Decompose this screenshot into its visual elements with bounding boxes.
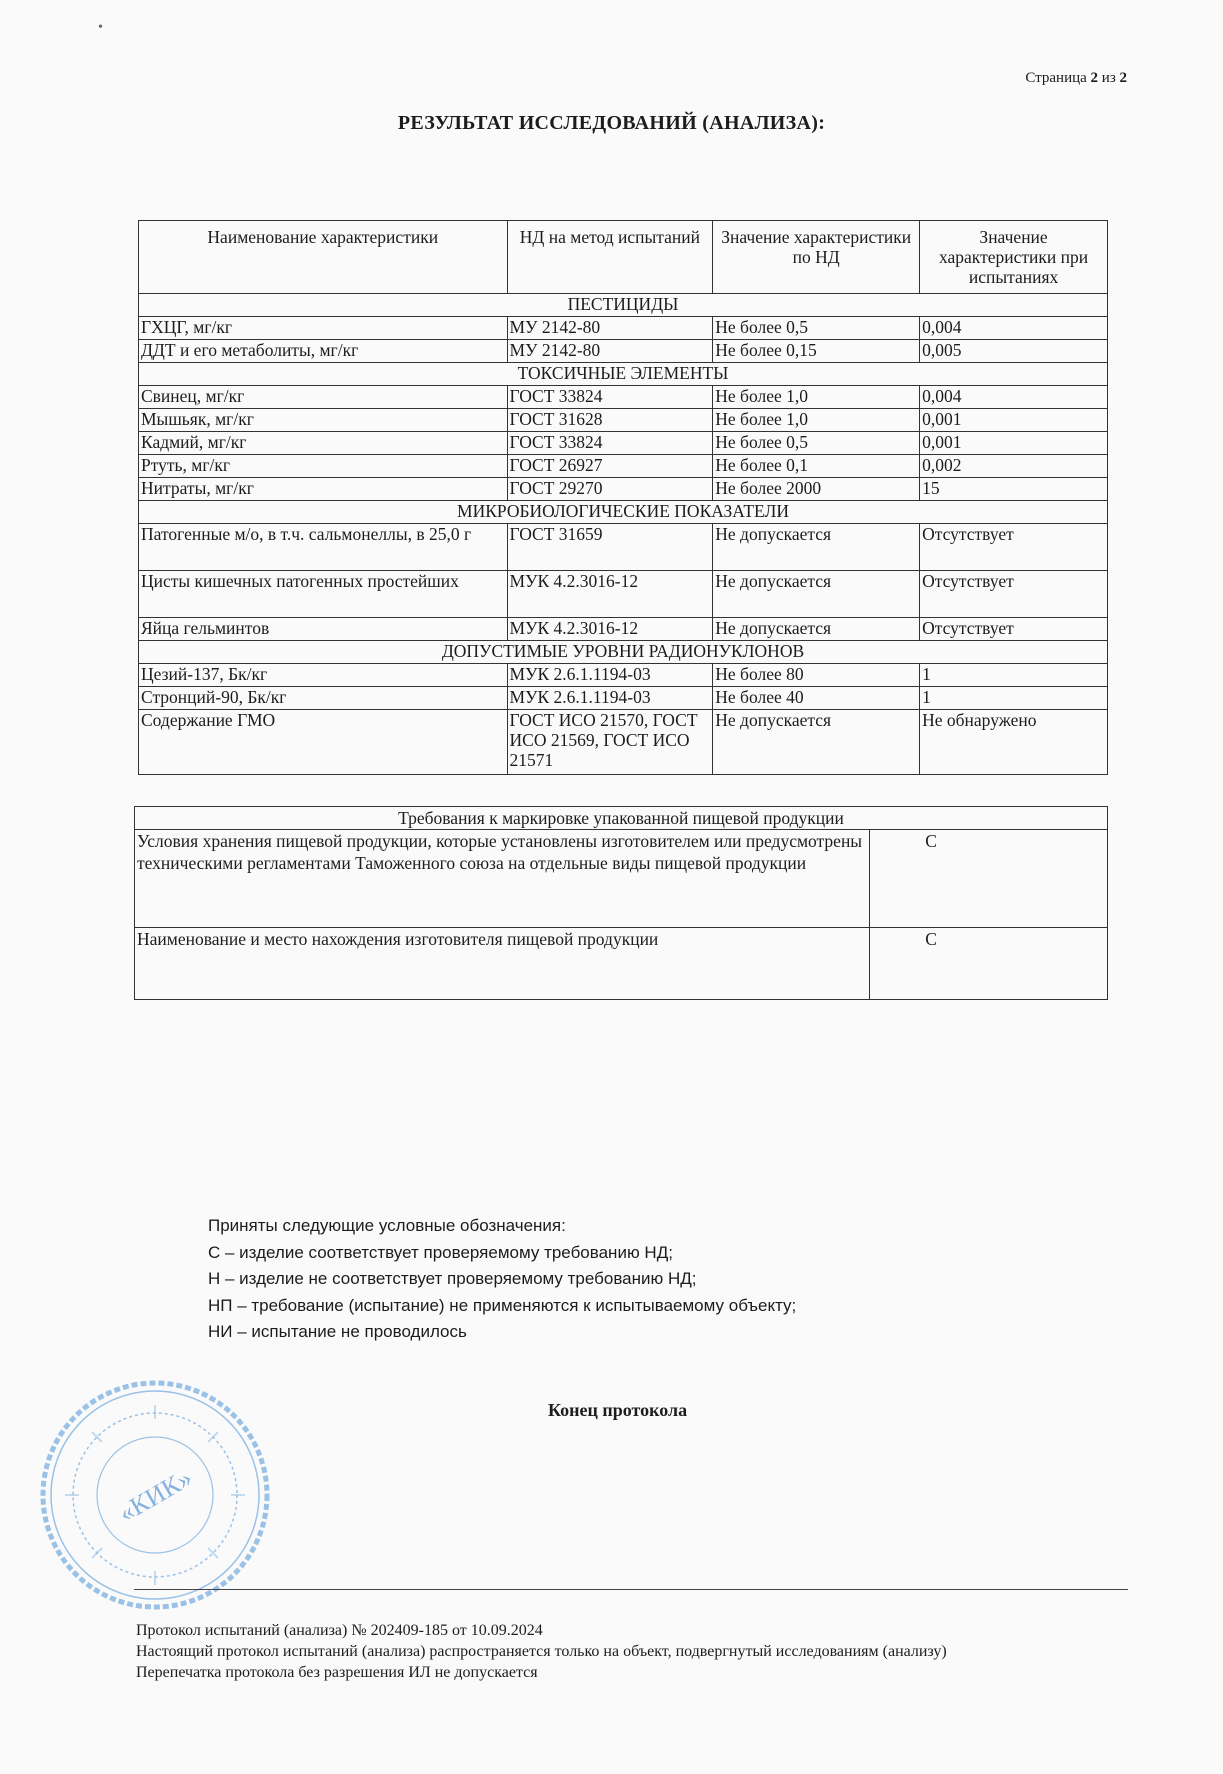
table-row: Патогенные м/о, в т.ч. сальмонеллы, в 25,0 г ГОСТ 31659 Не допускается Отсутствует [139,524,1108,571]
legend-item: С – изделие соответствует проверяемому требованию НД; [208,1242,673,1262]
footer [136,1620,947,1683]
section-microbiology: МИКРОБИОЛОГИЧЕСКИЕ ПОКАЗАТЕЛИ [139,501,1108,524]
column-header-test-value: Значение характеристики при испытаниях [920,221,1108,294]
section-marking: Требования к маркировке упакованной пищевой продукции [135,807,1108,830]
footer-scope-note: Настоящий протокол испытаний (анализа) распространяется только на объект, подвергнутый исследованиям (анализу) [136,1643,947,1660]
table-row: Яйца гельминтов МУК 4.2.3016-12 Не допускается Отсутствует [139,618,1108,641]
legend-item: НП – требование (испытание) не применяются к испытываемому объекту; [208,1295,797,1315]
table-row: Ртуть, мг/кг ГОСТ 26927 Не более 0,1 0,002 [139,455,1108,478]
page-number: Страница 2 из 2 [1025,70,1127,86]
table-row: Цисты кишечных патогенных простейших МУК 4.2.3016-12 Не допускается Отсутствует [139,571,1108,618]
table-header-row [139,221,1108,294]
column-header-characteristic: Наименование характеристики [139,221,508,294]
legend [208,1213,796,1346]
table-row: Мышьяк, мг/кг ГОСТ 31628 Не более 1,0 0,001 [139,409,1108,432]
section-radionuclides: ДОПУСТИМЫЕ УРОВНИ РАДИОНУКЛОНОВ [139,641,1108,664]
end-of-protocol: Конец протокола [548,1400,688,1420]
section-pesticides: ПЕСТИЦИДЫ [139,294,1108,317]
table-row: Цезий-137, Бк/кг МУК 2.6.1.1194-03 Не более 80 1 [139,664,1108,687]
round-stamp [38,1378,272,1612]
section-toxic-elements: ТОКСИЧНЫЕ ЭЛЕМЕНТЫ [139,363,1108,386]
legend-title: Приняты следующие условные обозначения: [208,1216,566,1235]
marking-requirements-table [134,806,1108,1000]
stamp-text: «КИК» [113,1463,197,1528]
table-row: Свинец, мг/кг ГОСТ 33824 Не более 1,0 0,004 [139,386,1108,409]
table-row: Содержание ГМО ГОСТ ИСО 21570, ГОСТ ИСО 21569, ГОСТ ИСО 21571 Не допускается Не обнаружено [139,710,1108,775]
table-row: Наименование и место нахождения изготовителя пищевой продукции С [135,928,1108,1000]
table-row: ГХЦГ, мг/кг МУ 2142-80 Не более 0,5 0,004 [139,317,1108,340]
table-row: Стронций-90, Бк/кг МУК 2.6.1.1194-03 Не более 40 1 [139,687,1108,710]
table-row: Условия хранения пищевой продукции, которые установлены изготовителем или предусмотрены техническими регламентами Таможенного союза на отдельные виды пищевой продукции С [135,830,1108,928]
footer-reprint-note: Перепечатка протокола без разрешения ИЛ не допускается [136,1664,538,1681]
column-header-norm-value: Значение характеристики по НД [713,221,920,294]
table-row: Кадмий, мг/кг ГОСТ 33824 Не более 0,5 0,001 [139,432,1108,455]
table-row: Нитраты, мг/кг ГОСТ 29270 Не более 2000 15 [139,478,1108,501]
results-table [138,220,1108,775]
scan-speck: • [98,20,103,35]
column-header-method: НД на метод испытаний [507,221,713,294]
document-title: РЕЗУЛЬТАТ ИССЛЕДОВАНИЙ (АНАЛИЗА): [397,112,826,134]
legend-item: Н – изделие не соответствует проверяемому требованию НД; [208,1269,697,1288]
footer-protocol-number: Протокол испытаний (анализа) № 202409-185 от 10.09.2024 [136,1622,543,1639]
table-row: ДДТ и его метаболиты, мг/кг МУ 2142-80 Не более 0,15 0,005 [139,340,1108,363]
footer-divider [134,1589,1128,1590]
legend-item: НИ – испытание не проводилось [208,1322,467,1341]
